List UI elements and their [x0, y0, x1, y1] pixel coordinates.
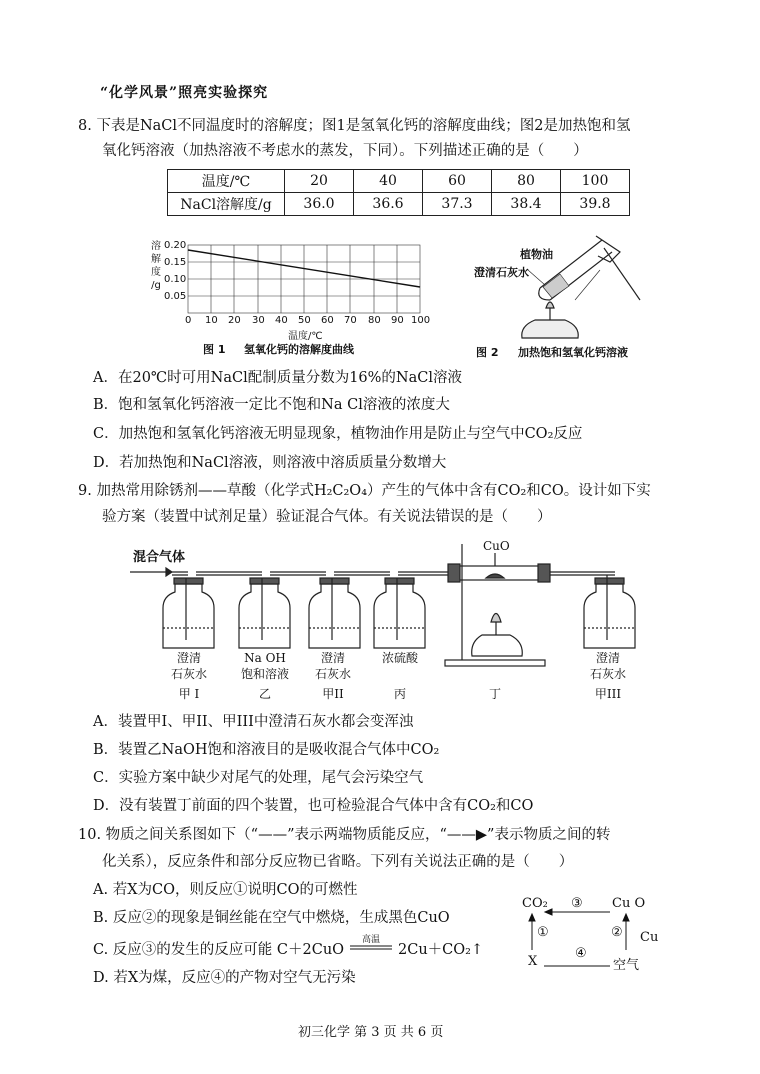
reaction-1-label: ① — [537, 925, 549, 940]
reagent-label: 浓硫酸 — [381, 651, 418, 665]
node-cuo: Cu O — [612, 896, 646, 911]
fig1-ytick: 0.15 — [164, 257, 187, 268]
fig1-xtick: 0 — [185, 315, 192, 326]
fig1-xtick: 100 — [411, 315, 431, 326]
fig2-caption: 加热饱和氢氧化钙溶液 — [518, 346, 628, 359]
fig1-ylabel-char: 度 — [151, 267, 161, 278]
fig1-xtick: 40 — [275, 315, 288, 326]
q8-stem-line1: 8. 下表是NaCl不同温度时的溶解度；图1是氢氧化钙的溶解度曲线；图2是加热饱和氢 — [78, 118, 631, 134]
table-cell: 39.8 — [561, 193, 630, 216]
fig1-ylabel-char: /g — [151, 280, 161, 291]
q10-option-c-products: 2Cu＋CO₂↑ — [398, 942, 484, 958]
inlet-label: 混合气体 — [133, 550, 186, 565]
reagent-label: 饱和溶液 — [240, 667, 289, 681]
q10-option-a: A. 若X为CO，则反应①说明CO的可燃性 — [93, 882, 358, 898]
table-cell: 36.6 — [354, 193, 423, 216]
reagent-label: 澄清 — [176, 651, 201, 665]
q9-stem-line1: 9. 加热常用除锈剂——草酸（化学式H₂C₂O₄）产生的气体中含有CO₂和CO。设计如下实 — [78, 483, 651, 499]
table-cell: 60 — [423, 170, 492, 193]
fig1-xtick: 90 — [391, 315, 404, 326]
fig2-caption-number: 图 2 — [476, 346, 499, 359]
fig1-xtick: 30 — [252, 315, 265, 326]
fig1-xtick: 80 — [368, 315, 381, 326]
q8-option-d: D．若加热饱和NaCl溶液，则溶液中溶质质量分数增大 — [93, 455, 447, 471]
cuo-label: CuO — [483, 539, 510, 553]
section-title: “化学风景”照亮实验探究 — [100, 85, 269, 101]
fig1-xtick: 70 — [344, 315, 357, 326]
fig1-ylabel-char: 解 — [151, 254, 161, 265]
page-footer: 初三化学 第 3 页 共 6 页 — [298, 1025, 444, 1040]
q9-option-a: A．装置甲I、甲II、甲III中澄清石灰水都会变浑浊 — [93, 714, 414, 730]
fig1-ylabel-char: 溶 — [151, 241, 161, 252]
reagent-label: 澄清 — [595, 651, 620, 665]
reagent-label: Na OH — [244, 651, 286, 665]
q9-option-c: C．实验方案中缺少对尾气的处理，尾气会污染空气 — [93, 770, 424, 786]
reaction-4-label: ④ — [575, 946, 587, 961]
table-cell: 37.3 — [423, 193, 492, 216]
fig1-xtick: 20 — [228, 315, 241, 326]
q9-option-b: B．装置乙NaOH饱和溶液目的是吸收混合气体中CO₂ — [93, 742, 440, 758]
table-cell: 100 — [561, 170, 630, 193]
bottle-tag-ding: 丁 — [488, 687, 501, 701]
bottle-tag: 丙 — [393, 687, 406, 701]
q9-stem-line2: 验方案（装置中试剂足量）验证混合气体。有关说法错误的是（ ） — [102, 509, 552, 525]
reagent-label: 石灰水 — [314, 667, 351, 681]
bottle-tag: 乙 — [258, 687, 271, 701]
table-cell: 38.4 — [492, 193, 561, 216]
table-cell: 36.0 — [285, 193, 354, 216]
table-cell: 80 — [492, 170, 561, 193]
node-cu: Cu — [640, 930, 659, 945]
reagent-label: 澄清 — [320, 651, 345, 665]
condition-high-temp: 高温 — [362, 935, 381, 945]
q8-option-b: B．饱和氢氧化钙溶液一定比不饱和Na Cl溶液的浓度大 — [93, 397, 450, 413]
fig1-ytick: 0.10 — [164, 274, 187, 285]
q8-option-a: A．在20℃时可用NaCl配制质量分数为16%的NaCl溶液 — [93, 370, 462, 386]
fig1-caption: 氢氧化钙的溶解度曲线 — [244, 343, 354, 356]
q10-option-b: B. 反应②的现象是铜丝能在空气中燃烧，生成黑色CuO — [93, 910, 450, 926]
fig1-ytick: 0.20 — [164, 240, 187, 251]
fig2-label-oil: 植物油 — [520, 248, 553, 261]
reaction-3-label: ③ — [571, 896, 583, 911]
reagent-label: 石灰水 — [170, 667, 207, 681]
reaction-2-label: ② — [611, 925, 623, 940]
table-cell: 40 — [354, 170, 423, 193]
node-air: 空气 — [613, 958, 640, 973]
q10-option-d: D. 若X为煤，反应④的产物对空气无污染 — [93, 970, 356, 986]
node-co2: CO₂ — [522, 896, 548, 911]
fig1-ytick: 0.05 — [164, 291, 187, 302]
table-header-solubility: NaCl溶解度/g — [168, 193, 285, 216]
table-cell: 20 — [285, 170, 354, 193]
fig1-xlabel: 温度/℃ — [288, 331, 323, 342]
table-header-temperature: 温度/℃ — [168, 170, 285, 193]
q9-option-d: D．没有装置丁前面的四个装置，也可检验混合气体中含有CO₂和CO — [93, 798, 534, 814]
q10-stem-line1: 10. 物质之间关系图如下（“——”表示两端物质能反应，“——▶”表示物质之间的转 — [78, 827, 611, 843]
reagent-label: 石灰水 — [589, 667, 626, 681]
node-x: X — [528, 954, 538, 969]
fig1-xtick: 10 — [205, 315, 218, 326]
q10-option-c: C. 反应③的发生的反应可能 C＋2CuO — [93, 942, 345, 958]
fig2-label-limewater: 澄清石灰水 — [474, 266, 529, 279]
bottle-tag: 甲III — [594, 687, 622, 701]
bottle-tag: 甲II — [322, 687, 344, 701]
bottle-tag: 甲 I — [178, 687, 200, 701]
fig1-caption-number: 图 1 — [203, 343, 226, 356]
q10-stem-line2: 化关系），反应条件和部分反应物已省略。下列有关说法正确的是（ ） — [102, 854, 574, 870]
q8-stem-line2: 氧化钙溶液（加热溶液不考虑水的蒸发，下同）。下列描述正确的是（ ） — [102, 143, 588, 159]
q8-option-c: C．加热饱和氢氧化钙溶液无明显现象，植物油作用是防止与空气中CO₂反应 — [93, 426, 583, 442]
fig1-xtick: 50 — [298, 315, 311, 326]
fig1-xtick: 60 — [321, 315, 334, 326]
